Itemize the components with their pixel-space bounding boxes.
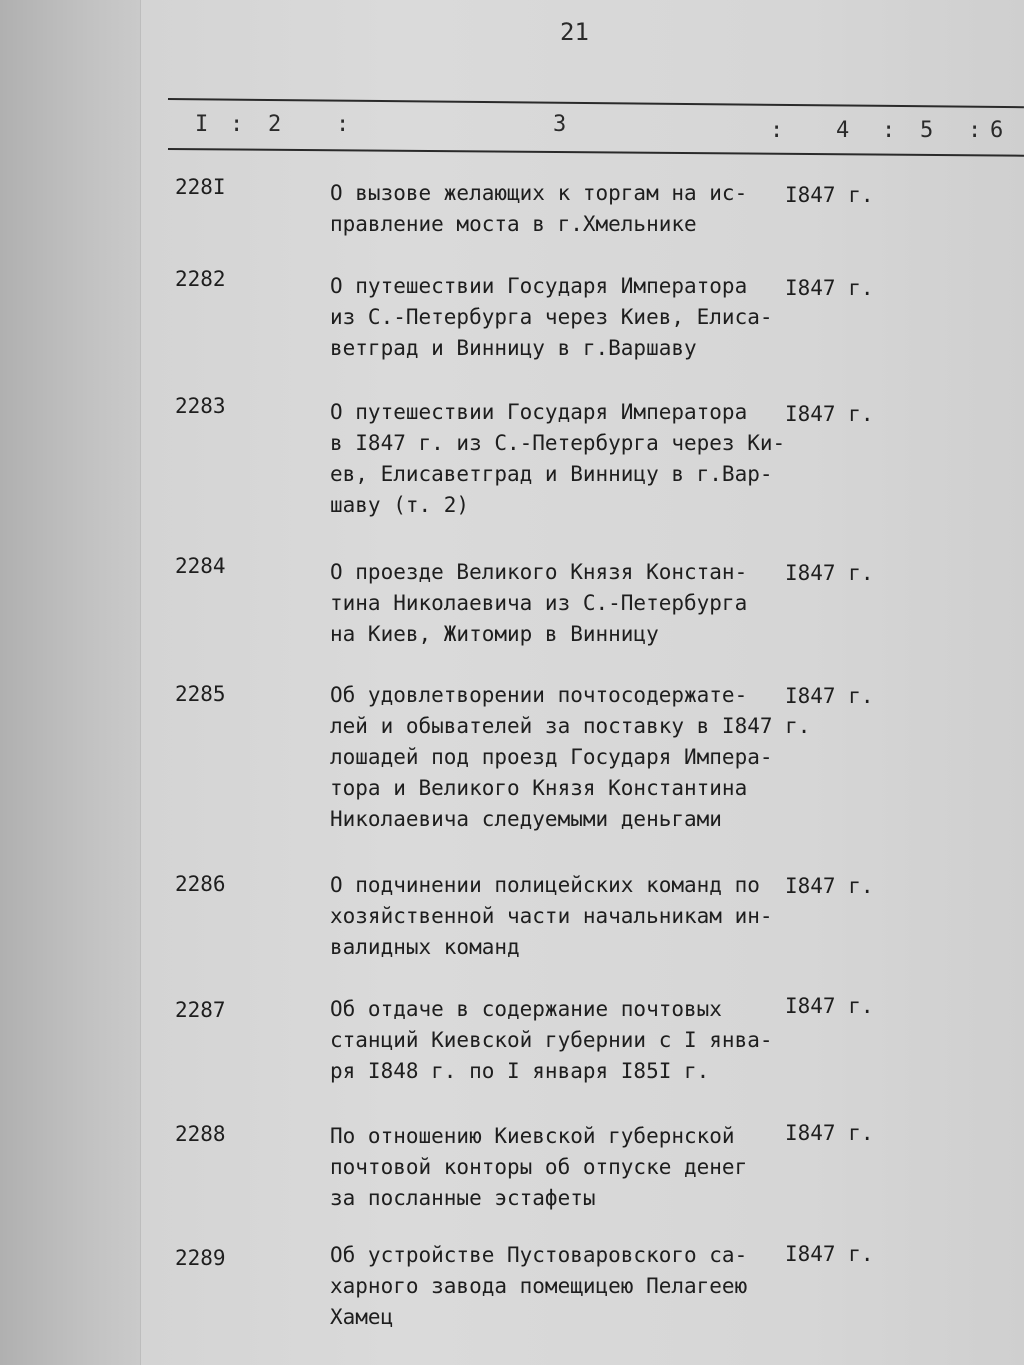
entry-title-line: О проезде Великого Князя Констан-	[330, 560, 748, 584]
column-header-3: 3	[553, 112, 567, 137]
entry-title	[330, 1240, 780, 1333]
entry-year: I847 г.	[785, 684, 874, 708]
page-number: 21	[560, 18, 589, 46]
entry-title-line: в I847 г. из С.-Петербурга через Ки-	[330, 431, 786, 455]
column-separator: :	[882, 118, 896, 143]
entry-number: 2289	[175, 1246, 226, 1270]
column-header-2: 2	[268, 112, 282, 137]
entry-year: I847 г.	[785, 402, 874, 426]
column-separator: :	[968, 118, 982, 143]
left-margin-shadow	[0, 0, 141, 1365]
entry-number: 2284	[175, 554, 226, 578]
entry-title	[330, 1121, 780, 1214]
entry-title-line: ря I848 г. по I января I85I г.	[330, 1059, 710, 1083]
entry-title-line: О подчинении полицейских команд по	[330, 873, 760, 897]
entry-title-line: Николаевича следуемыми деньгами	[330, 807, 722, 831]
entry-title-line: харного завода помещицею Пелагеею	[330, 1274, 748, 1298]
column-separator: :	[770, 118, 784, 143]
entry-title-line: Об удовлетворении почтосодержате-	[330, 683, 748, 707]
entry-title-line: ев, Елисаветград и Винницу в г.Вар-	[330, 462, 773, 486]
entry-number: 2287	[175, 998, 226, 1022]
entry-title-line: ветград и Винницу в г.Варшаву	[330, 336, 697, 360]
column-separator: :	[336, 112, 350, 137]
entry-title-line: Об устройстве Пустоваровского са-	[330, 1243, 748, 1267]
entry-title-line: О путешествии Государя Императора	[330, 274, 748, 298]
header-rule-top	[168, 98, 1024, 108]
entry-title-line: О путешествии Государя Императора	[330, 400, 748, 424]
entry-year: I847 г.	[785, 561, 874, 585]
entry-title	[330, 870, 780, 963]
entry-title-line: тина Николаевича из С.-Петербурга	[330, 591, 748, 615]
entry-year: I847 г.	[785, 276, 874, 300]
entry-title	[330, 397, 786, 521]
entry-number: 228I	[175, 175, 226, 199]
entry-number: 2282	[175, 267, 226, 291]
entry-title-line: лошадей под проезд Государя Импера-	[330, 745, 773, 769]
column-header-6: 6	[990, 118, 1004, 143]
entry-title-line: хозяйственной части начальникам ин-	[330, 904, 773, 928]
entry-number: 2285	[175, 682, 226, 706]
column-header-1: I	[195, 112, 209, 137]
entry-title	[330, 178, 780, 240]
entry-title-line: тора и Великого Князя Константина	[330, 776, 748, 800]
entry-title-line: за посланные эстафеты	[330, 1186, 596, 1210]
entry-title-line: шаву (т. 2)	[330, 493, 470, 517]
entry-title-line: Хамец	[330, 1305, 394, 1329]
entry-title-line: По отношению Киевской губернской	[330, 1124, 735, 1148]
entry-title-line: на Киев, Житомир в Винницу	[330, 622, 659, 646]
entry-title-line: О вызове желающих к торгам на ис-	[330, 181, 748, 205]
entry-year: I847 г.	[785, 1121, 874, 1145]
entry-title-line: лей и обывателей за поставку в I847 г.	[330, 714, 811, 738]
column-header-4: 4	[836, 118, 850, 143]
entry-number: 2283	[175, 394, 226, 418]
entry-number: 2288	[175, 1122, 226, 1146]
entry-year: I847 г.	[785, 994, 874, 1018]
entry-title	[330, 557, 780, 650]
entry-title	[330, 994, 780, 1087]
entry-title-line: станций Киевской губернии с I янва-	[330, 1028, 773, 1052]
entry-year: I847 г.	[785, 874, 874, 898]
column-separator: :	[230, 112, 244, 137]
entry-title-line: правление моста в г.Хмельнике	[330, 212, 697, 236]
entry-title	[330, 680, 811, 835]
entry-title	[330, 271, 780, 364]
entry-title-line: валидных команд	[330, 935, 520, 959]
entry-number: 2286	[175, 872, 226, 896]
column-header-5: 5	[920, 118, 934, 143]
entry-year: I847 г.	[785, 1242, 874, 1266]
header-rule-bottom	[168, 148, 1024, 157]
entry-title-line: почтовой конторы об отпуске денег	[330, 1155, 748, 1179]
entry-year: I847 г.	[785, 183, 874, 207]
entry-title-line: Об отдаче в содержание почтовых	[330, 997, 722, 1021]
entry-title-line: из С.-Петербурга через Киев, Елиса-	[330, 305, 773, 329]
